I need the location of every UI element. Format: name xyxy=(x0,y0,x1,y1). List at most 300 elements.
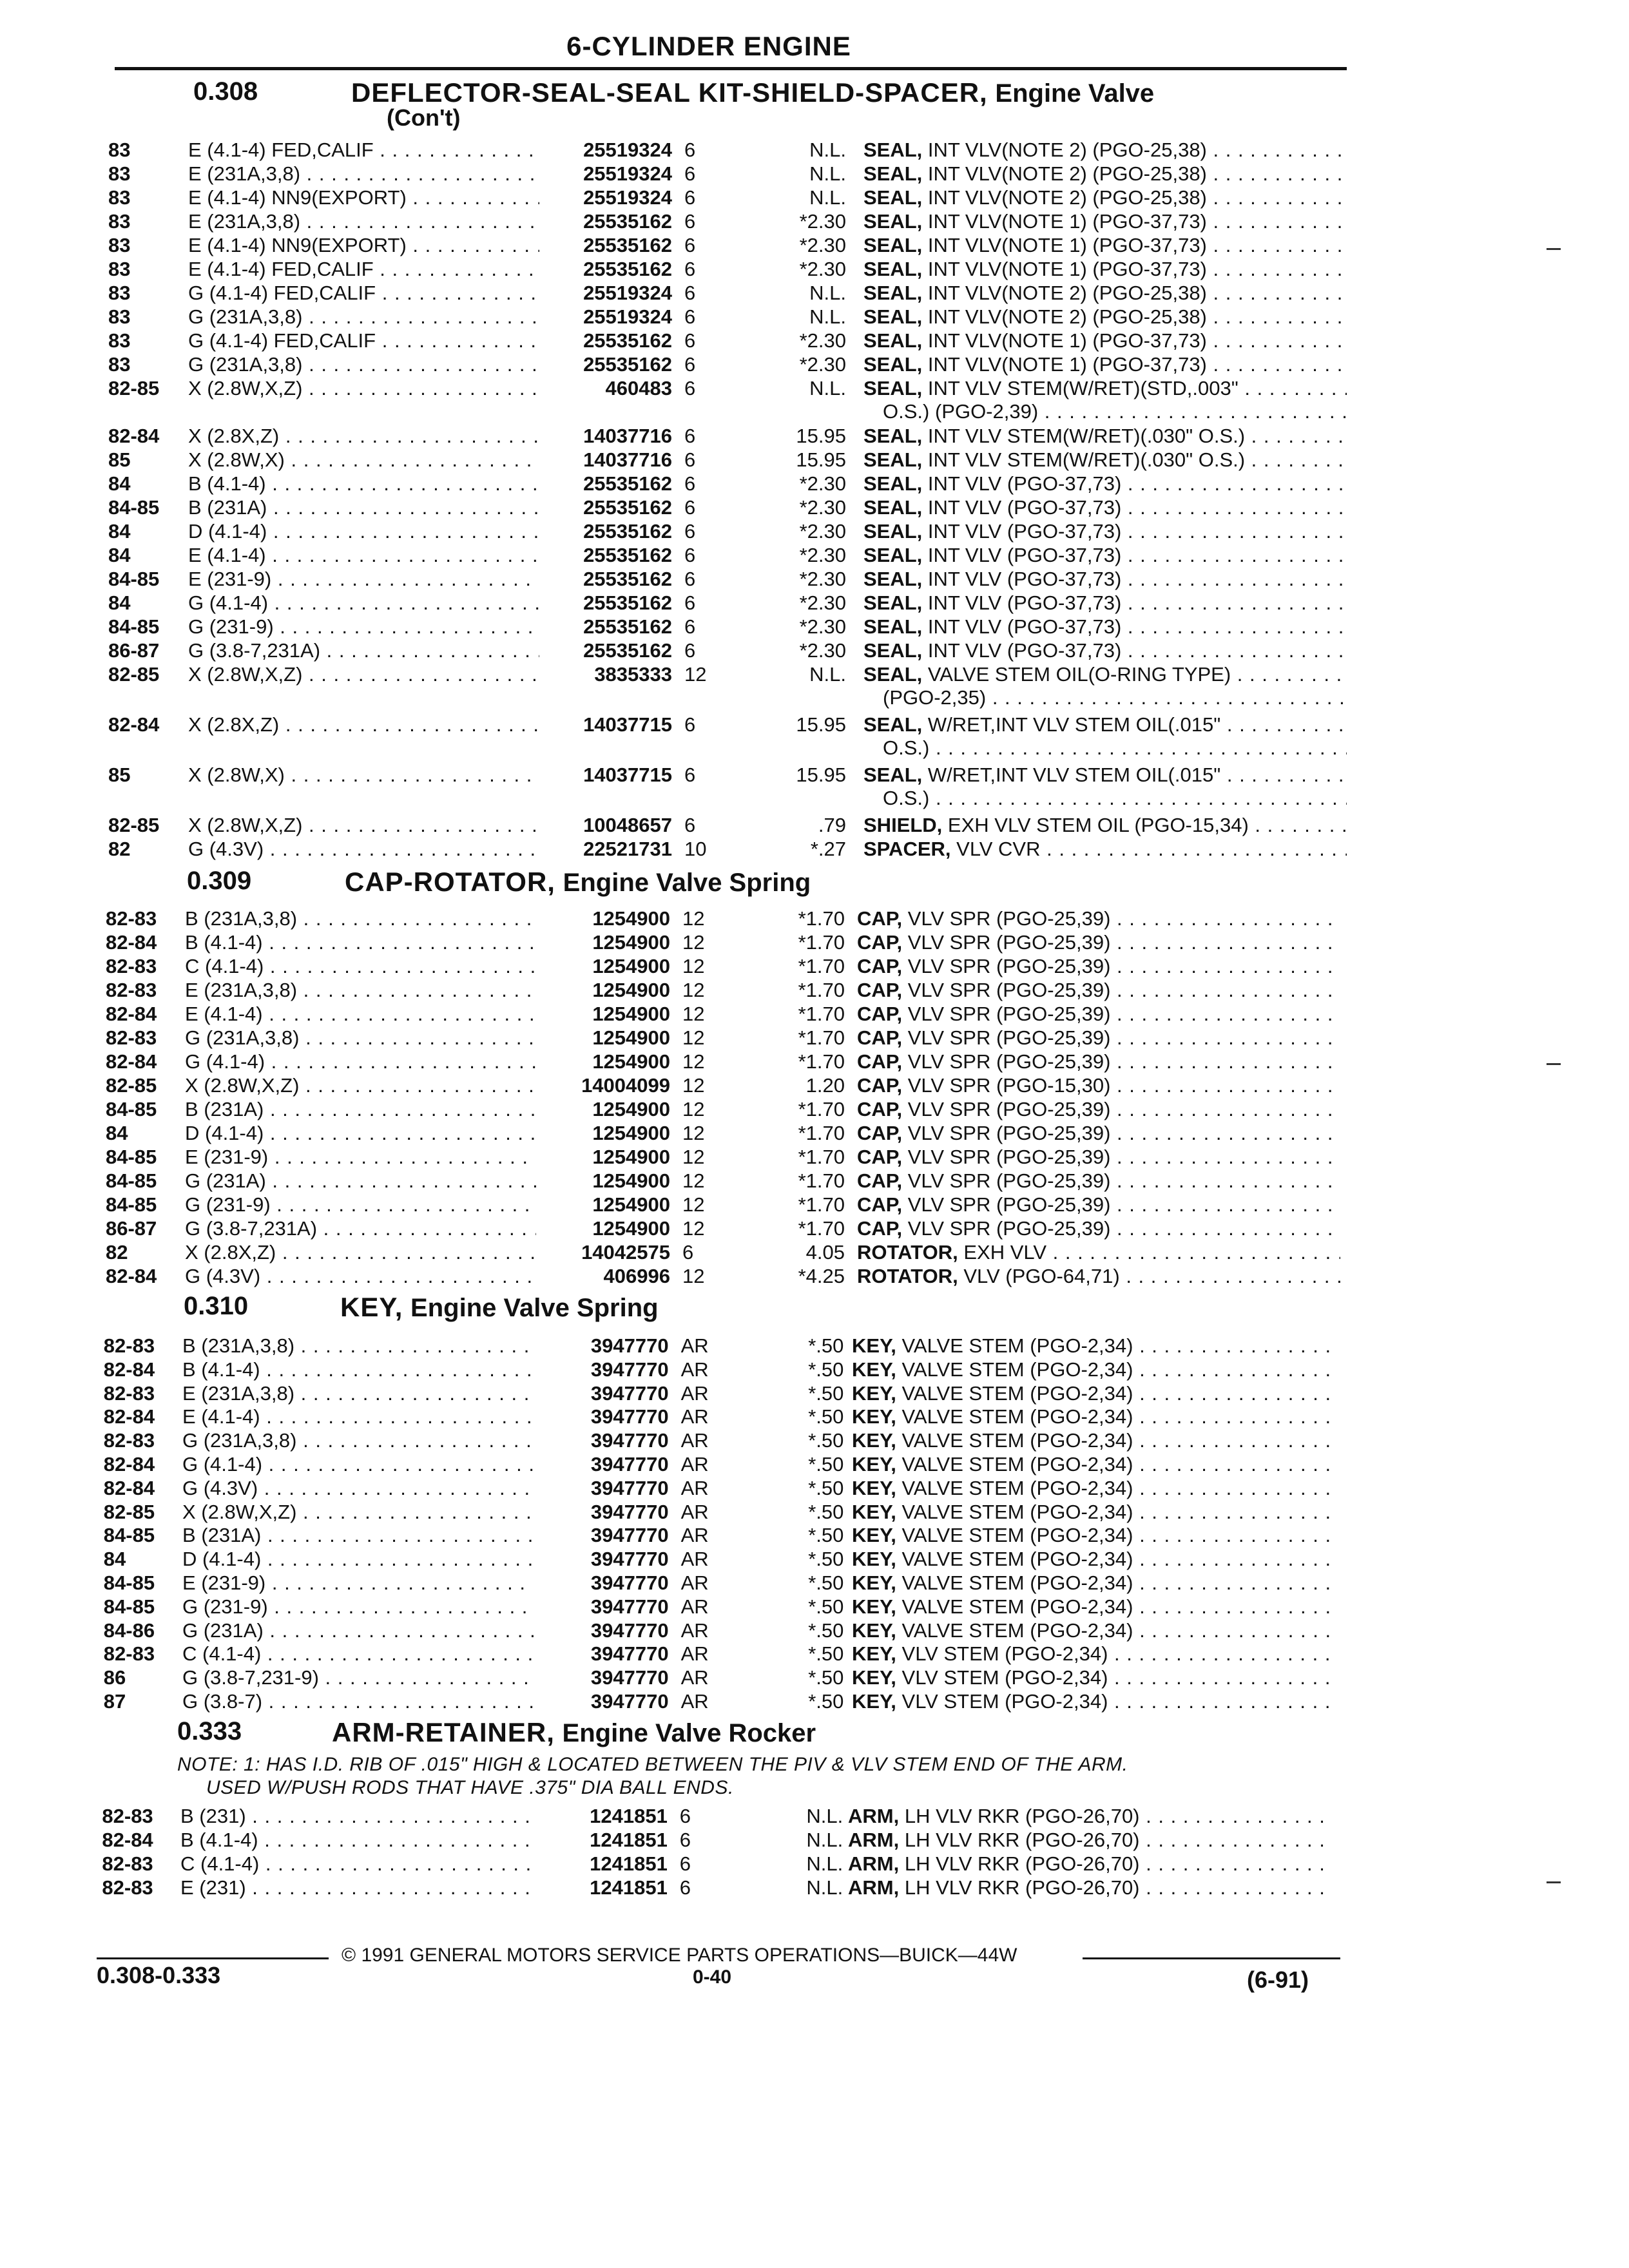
price: N.L. xyxy=(806,1805,843,1827)
part-number: 25535162 xyxy=(583,544,672,566)
part-number: 3947770 xyxy=(590,1334,669,1357)
model-years: 82-83 xyxy=(102,1852,153,1875)
model-years: 84 xyxy=(108,544,131,566)
application: E (231A,3,8) . . . xyxy=(182,1381,534,1405)
model-years: 84-85 xyxy=(108,568,160,590)
part-name: KEY, xyxy=(852,1595,896,1618)
part-name: KEY, xyxy=(852,1666,896,1689)
part-detail: INT VLV STEM(W/RET)(STD,.003" xyxy=(927,377,1239,399)
part-detail: VALVE STEM (PGO-2,34) xyxy=(901,1405,1133,1428)
footer-rule-right xyxy=(1083,1957,1340,1959)
application: E (231) . . . xyxy=(180,1876,532,1899)
part-description xyxy=(848,1804,1331,1828)
part-number: 3947770 xyxy=(590,1619,669,1642)
part-detail: VLV SPR (PGO-25,39) xyxy=(907,1050,1111,1073)
part-name: ARM, xyxy=(848,1852,900,1875)
application: D (4.1-4) . . . xyxy=(185,1121,536,1145)
price: *1.70 xyxy=(798,979,845,1001)
part-detail: INT VLV(NOTE 2) (PGO-25,38) xyxy=(927,305,1207,328)
part-number: 14042575 xyxy=(581,1241,670,1264)
quantity: 6 xyxy=(684,472,696,495)
model-years: 82-84 xyxy=(106,1050,157,1073)
part-detail: INT VLV(NOTE 1) (PGO-37,73) xyxy=(927,353,1207,376)
application: E (4.1-4) . . . xyxy=(185,1002,536,1026)
part-name: ARM, xyxy=(848,1876,900,1899)
quantity: 12 xyxy=(682,1169,705,1192)
parts-row xyxy=(0,1264,1629,1288)
quantity: 6 xyxy=(684,764,696,786)
part-detail: VALVE STEM (PGO-2,34) xyxy=(901,1595,1133,1618)
part-detail: LH VLV RKR (PGO-26,70) xyxy=(904,1852,1140,1875)
application: G (231A,3,8) . . . xyxy=(188,352,539,376)
parts-row xyxy=(0,424,1629,448)
application: E (231A,3,8) . . . xyxy=(188,209,539,233)
part-description xyxy=(863,472,1347,495)
price: *.50 xyxy=(808,1666,844,1689)
parts-row xyxy=(0,1804,1629,1828)
parts-row xyxy=(0,1876,1629,1899)
parts-row xyxy=(0,1073,1629,1097)
price: 15.95 xyxy=(796,448,846,471)
part-detail: INT VLV(NOTE 2) (PGO-25,38) xyxy=(927,139,1207,161)
model-years: 82-83 xyxy=(102,1876,153,1899)
parts-row xyxy=(0,1666,1629,1689)
part-name: SEAL, xyxy=(863,472,923,495)
part-detail: VALVE STEM (PGO-2,34) xyxy=(901,1453,1133,1475)
part-description xyxy=(848,1852,1331,1876)
application: X (2.8W,X,Z) . . . xyxy=(188,813,539,837)
quantity: 12 xyxy=(682,1265,705,1287)
section-title-rest: Engine Valve Spring xyxy=(563,869,811,897)
price: *1.70 xyxy=(798,1193,845,1216)
parts-row xyxy=(0,1828,1629,1852)
parts-row xyxy=(0,305,1629,329)
parts-row xyxy=(0,281,1629,305)
quantity: 6 xyxy=(679,1805,691,1827)
part-description xyxy=(852,1452,1335,1476)
application: E (231A,3,8) . . . xyxy=(188,162,539,186)
part-name: SEAL, xyxy=(863,639,923,662)
model-years: 84 xyxy=(108,472,131,495)
price: *1.70 xyxy=(798,1098,845,1120)
parts-row xyxy=(0,591,1629,615)
quantity: 12 xyxy=(682,907,705,930)
parts-row xyxy=(0,329,1629,352)
model-years: 82-84 xyxy=(103,1358,155,1381)
part-name: CAP, xyxy=(857,931,903,954)
parts-row xyxy=(0,209,1629,233)
part-description xyxy=(863,615,1347,639)
part-detail: VALVE STEM (PGO-2,34) xyxy=(901,1358,1133,1381)
part-number: 1254900 xyxy=(592,979,670,1001)
part-name: KEY, xyxy=(852,1619,896,1642)
application: G (3.8-7,231A) . . . xyxy=(188,639,539,662)
price: *.50 xyxy=(808,1358,844,1381)
part-detail: VLV SPR (PGO-25,39) xyxy=(907,1193,1111,1216)
part-detail: VLV SPR (PGO-25,39) xyxy=(907,955,1111,977)
part-name: SEAL, xyxy=(863,663,923,686)
part-description xyxy=(863,591,1347,615)
part-number: 3947770 xyxy=(590,1666,669,1689)
price: *2.30 xyxy=(799,591,846,614)
parts-row xyxy=(0,1428,1629,1452)
model-years: 85 xyxy=(108,448,131,471)
part-description-continued: O.S.) . . . xyxy=(883,736,1347,760)
parts-row xyxy=(0,763,1629,787)
part-name: SEAL, xyxy=(863,234,923,256)
part-name: KEY, xyxy=(852,1524,896,1546)
price: *1.70 xyxy=(798,1050,845,1073)
part-number: 1254900 xyxy=(592,1169,670,1192)
parts-row xyxy=(0,1619,1629,1642)
model-years: 82-85 xyxy=(108,814,160,836)
parts-row xyxy=(0,1381,1629,1405)
footer-section-range: 0.308-0.333 xyxy=(97,1962,221,1988)
part-description xyxy=(852,1381,1335,1405)
price: 15.95 xyxy=(796,425,846,447)
part-detail: VLV SPR (PGO-25,39) xyxy=(907,1169,1111,1192)
part-number: 3835333 xyxy=(594,663,672,686)
quantity: AR xyxy=(680,1666,709,1689)
model-years: 84-85 xyxy=(106,1098,157,1120)
quantity: 12 xyxy=(682,1026,705,1049)
price: *2.30 xyxy=(799,353,846,376)
model-years: 84-85 xyxy=(103,1571,155,1594)
application: X (2.8W,X,Z) . . . xyxy=(185,1073,536,1097)
part-name: CAP, xyxy=(857,1074,903,1097)
part-name: SEAL, xyxy=(863,764,923,786)
model-years: 83 xyxy=(108,210,131,233)
price: *1.70 xyxy=(798,1146,845,1168)
price: 4.05 xyxy=(805,1241,845,1264)
application: B (231A,3,8) . . . xyxy=(182,1334,534,1358)
part-number: 14037716 xyxy=(583,448,672,471)
parts-row xyxy=(0,1452,1629,1476)
part-number: 1254900 xyxy=(592,1193,670,1216)
parts-row xyxy=(0,1145,1629,1169)
price: *1.70 xyxy=(798,907,845,930)
part-description xyxy=(852,1571,1335,1595)
application: G (4.1-4) . . . xyxy=(185,1050,536,1073)
part-name: KEY, xyxy=(852,1571,896,1594)
part-detail: VLV (PGO-64,71) xyxy=(963,1265,1120,1287)
parts-row xyxy=(0,186,1629,209)
parts-row xyxy=(0,1523,1629,1547)
model-years: 83 xyxy=(108,162,131,185)
section-number: 0.333 xyxy=(177,1717,242,1745)
part-name: KEY, xyxy=(852,1501,896,1523)
application: B (4.1-4) . . . xyxy=(180,1828,532,1852)
part-description xyxy=(863,543,1347,567)
part-detail: VLV SPR (PGO-25,39) xyxy=(907,1003,1111,1025)
model-years: 83 xyxy=(108,353,131,376)
quantity: 12 xyxy=(682,1193,705,1216)
quantity: 6 xyxy=(684,544,696,566)
parts-row xyxy=(0,1121,1629,1145)
quantity: 6 xyxy=(684,186,696,209)
part-detail: VLV SPR (PGO-25,39) xyxy=(907,979,1111,1001)
parts-row xyxy=(0,376,1629,400)
model-years: 82-83 xyxy=(103,1382,155,1405)
model-years: 84 xyxy=(106,1122,128,1144)
section-number: 0.310 xyxy=(184,1292,249,1320)
part-description xyxy=(857,1002,1340,1026)
part-number: 3947770 xyxy=(590,1405,669,1428)
part-detail: VLV SPR (PGO-25,39) xyxy=(907,1217,1111,1240)
part-detail: W/RET,INT VLV STEM OIL(.015" xyxy=(927,713,1221,736)
part-number: 1254900 xyxy=(592,1098,670,1120)
part-description xyxy=(863,567,1347,591)
quantity: AR xyxy=(680,1477,709,1499)
part-detail: LH VLV RKR (PGO-26,70) xyxy=(904,1805,1140,1827)
part-name: SEAL, xyxy=(863,615,923,638)
parts-row xyxy=(0,713,1629,736)
price: .79 xyxy=(818,814,846,836)
part-description xyxy=(852,1595,1335,1619)
part-number: 1254900 xyxy=(592,1003,670,1025)
application: X (2.8W,X,Z) . . . xyxy=(182,1500,534,1524)
parts-row xyxy=(0,1405,1629,1428)
part-name: SEAL, xyxy=(863,425,923,447)
part-name: CAP, xyxy=(857,1026,903,1049)
part-number: 3947770 xyxy=(590,1595,669,1618)
parts-row xyxy=(0,1216,1629,1240)
parts-row xyxy=(0,978,1629,1002)
model-years: 82-83 xyxy=(103,1429,155,1452)
price: *.50 xyxy=(808,1619,844,1642)
part-name: SEAL, xyxy=(863,258,923,280)
part-name: SEAL, xyxy=(863,591,923,614)
part-number: 1254900 xyxy=(592,1026,670,1049)
part-description xyxy=(863,257,1347,281)
price: 1.20 xyxy=(805,1074,845,1097)
quantity: 12 xyxy=(682,1050,705,1073)
part-number: 1241851 xyxy=(590,1876,668,1899)
part-detail: VALVE STEM (PGO-2,34) xyxy=(901,1334,1133,1357)
parts-row xyxy=(0,495,1629,519)
application: G (4.1-4) . . . xyxy=(182,1452,534,1476)
model-years: 82-83 xyxy=(106,907,157,930)
quantity: 6 xyxy=(684,568,696,590)
parts-row xyxy=(0,1642,1629,1666)
parts-row xyxy=(0,1240,1629,1264)
part-description xyxy=(857,907,1340,930)
part-name: SPACER, xyxy=(863,838,951,860)
part-description xyxy=(857,1073,1340,1097)
application: G (4.3V) . . . xyxy=(185,1264,536,1288)
model-years: 83 xyxy=(108,305,131,328)
quantity: 12 xyxy=(684,663,707,686)
parts-row xyxy=(0,1500,1629,1524)
model-years: 82-85 xyxy=(103,1501,155,1523)
part-detail: INT VLV (PGO-37,73) xyxy=(927,568,1122,590)
parts-row xyxy=(0,519,1629,543)
part-description xyxy=(863,763,1347,787)
part-number: 25535162 xyxy=(583,329,672,352)
footer-page-number: 0-40 xyxy=(693,1966,732,1988)
part-detail: VALVE STEM (PGO-2,34) xyxy=(901,1382,1133,1405)
part-number: 3947770 xyxy=(590,1690,669,1713)
application: G (4.3V) . . . xyxy=(188,837,539,861)
application: X (2.8W,X) . . . xyxy=(188,448,539,472)
part-name: CAP, xyxy=(857,907,903,930)
part-number: 1254900 xyxy=(592,1146,670,1168)
parts-row xyxy=(0,1334,1629,1358)
part-description xyxy=(863,662,1347,686)
part-number: 10048657 xyxy=(583,814,672,836)
part-number: 406996 xyxy=(603,1265,670,1287)
part-detail: VALVE STEM (PGO-2,34) xyxy=(901,1548,1133,1570)
part-description xyxy=(857,1169,1340,1193)
model-years: 84-85 xyxy=(106,1146,157,1168)
part-description xyxy=(857,1097,1340,1121)
price: *2.30 xyxy=(799,329,846,352)
part-number: 460483 xyxy=(605,377,672,399)
quantity: 6 xyxy=(684,496,696,519)
model-years: 82-83 xyxy=(106,1026,157,1049)
quantity: 12 xyxy=(682,1122,705,1144)
price: *1.70 xyxy=(798,1169,845,1192)
application: G (4.1-4) FED,CALIF . . . xyxy=(188,281,539,305)
part-description xyxy=(857,1026,1340,1050)
quantity: 6 xyxy=(684,305,696,328)
price: N.L. xyxy=(806,1852,843,1875)
part-detail: VALVE STEM (PGO-2,34) xyxy=(901,1501,1133,1523)
part-description xyxy=(863,495,1347,519)
price: 15.95 xyxy=(796,764,846,786)
quantity: AR xyxy=(680,1429,709,1452)
part-description-continued: O.S.) . . . xyxy=(883,787,1347,810)
application: G (4.1-4) FED,CALIF . . . xyxy=(188,329,539,352)
part-number: 3947770 xyxy=(590,1358,669,1381)
application: G (231-9) . . . xyxy=(182,1595,534,1619)
model-years: 83 xyxy=(108,329,131,352)
part-detail: VALVE STEM (PGO-2,34) xyxy=(901,1619,1133,1642)
part-detail: INT VLV STEM(W/RET)(.030" O.S.) xyxy=(927,425,1246,447)
parts-row xyxy=(0,257,1629,281)
parts-row xyxy=(0,1852,1629,1876)
parts-row xyxy=(0,1002,1629,1026)
price: *.27 xyxy=(810,838,846,860)
part-detail: VLV SPR (PGO-15,30) xyxy=(907,1074,1111,1097)
part-description xyxy=(863,448,1347,472)
parts-row xyxy=(0,1595,1629,1619)
quantity: 6 xyxy=(684,329,696,352)
part-name: SHIELD, xyxy=(863,814,943,836)
part-detail: INT VLV (PGO-37,73) xyxy=(927,591,1122,614)
part-name: CAP, xyxy=(857,1050,903,1073)
quantity: 12 xyxy=(682,1003,705,1025)
model-years: 85 xyxy=(108,764,131,786)
application: E (4.1-4) FED,CALIF . . . xyxy=(188,257,539,281)
quantity: AR xyxy=(680,1382,709,1405)
application: X (2.8X,Z) . . . xyxy=(188,424,539,448)
model-years: 82 xyxy=(106,1241,128,1264)
part-description xyxy=(863,713,1347,736)
model-years: 84 xyxy=(108,520,131,543)
margin-mark xyxy=(1547,248,1561,250)
quantity: AR xyxy=(680,1642,709,1665)
part-name: KEY, xyxy=(852,1429,896,1452)
model-years: 82 xyxy=(108,838,131,860)
part-description xyxy=(863,138,1347,162)
part-name: ROTATOR, xyxy=(857,1241,958,1264)
part-number: 14004099 xyxy=(581,1074,670,1097)
application: G (231A,3,8) . . . xyxy=(188,305,539,329)
price: *.50 xyxy=(808,1501,844,1523)
price: *1.70 xyxy=(798,1003,845,1025)
part-description xyxy=(857,1050,1340,1073)
price: *2.30 xyxy=(799,615,846,638)
part-number: 25535162 xyxy=(583,258,672,280)
model-years: 87 xyxy=(103,1690,126,1713)
quantity: 6 xyxy=(684,425,696,447)
part-description xyxy=(863,639,1347,662)
part-description xyxy=(852,1405,1335,1428)
section-title-main: ARM-RETAINER, xyxy=(332,1717,555,1747)
application: E (231-9) . . . xyxy=(182,1571,534,1595)
quantity: AR xyxy=(680,1619,709,1642)
section-number: 0.309 xyxy=(187,867,252,895)
part-number: 25535162 xyxy=(583,520,672,543)
parts-row xyxy=(0,543,1629,567)
part-name: CAP, xyxy=(857,979,903,1001)
price: *2.30 xyxy=(799,639,846,662)
part-number: 14037716 xyxy=(583,425,672,447)
part-description xyxy=(852,1428,1335,1452)
quantity: 6 xyxy=(679,1876,691,1899)
application: X (2.8W,X,Z) . . . xyxy=(188,376,539,400)
application: E (4.1-4) . . . xyxy=(182,1405,534,1428)
price: *.50 xyxy=(808,1595,844,1618)
part-description-continued: O.S.) (PGO-2,39) . . . xyxy=(883,400,1347,423)
application: X (2.8X,Z) . . . xyxy=(185,1240,536,1264)
quantity: 6 xyxy=(684,448,696,471)
model-years: 86 xyxy=(103,1666,126,1689)
section-note: NOTE: 1: HAS I.D. RIB OF .015" HIGH & LOCATED BETWEEN THE PIV & VLV STEM END OF THE ARM. xyxy=(177,1754,1128,1775)
part-number: 25535162 xyxy=(583,496,672,519)
parts-row xyxy=(0,233,1629,257)
application: G (231A,3,8) . . . xyxy=(185,1026,536,1050)
part-detail: INT VLV (PGO-37,73) xyxy=(927,472,1122,495)
page-header: 6-CYLINDER ENGINE xyxy=(566,31,851,61)
price: N.L. xyxy=(809,186,846,209)
part-name: KEY, xyxy=(852,1453,896,1475)
quantity: AR xyxy=(680,1571,709,1594)
model-years: 82-85 xyxy=(108,663,160,686)
part-number: 3947770 xyxy=(590,1453,669,1475)
parts-row xyxy=(0,1169,1629,1193)
application: X (2.8X,Z) . . . xyxy=(188,713,539,736)
model-years: 83 xyxy=(108,258,131,280)
part-description xyxy=(852,1334,1335,1358)
price: *.50 xyxy=(808,1548,844,1570)
price: *.50 xyxy=(808,1405,844,1428)
section-title-main: KEY, xyxy=(340,1292,403,1322)
quantity: 12 xyxy=(682,931,705,954)
part-number: 22521731 xyxy=(583,838,672,860)
part-number: 3947770 xyxy=(590,1382,669,1405)
part-detail: INT VLV (PGO-37,73) xyxy=(927,520,1122,543)
application: D (4.1-4) . . . xyxy=(188,519,539,543)
price: *2.30 xyxy=(799,234,846,256)
quantity: 6 xyxy=(684,377,696,399)
section-title-rest: Engine Valve Rocker xyxy=(562,1719,816,1747)
model-years: 84-85 xyxy=(106,1169,157,1192)
footer-copyright: © 1991 GENERAL MOTORS SERVICE PARTS OPERATIONS—BUICK—44W xyxy=(342,1945,1017,1966)
part-number: 25519324 xyxy=(583,139,672,161)
model-years: 84-85 xyxy=(108,615,160,638)
